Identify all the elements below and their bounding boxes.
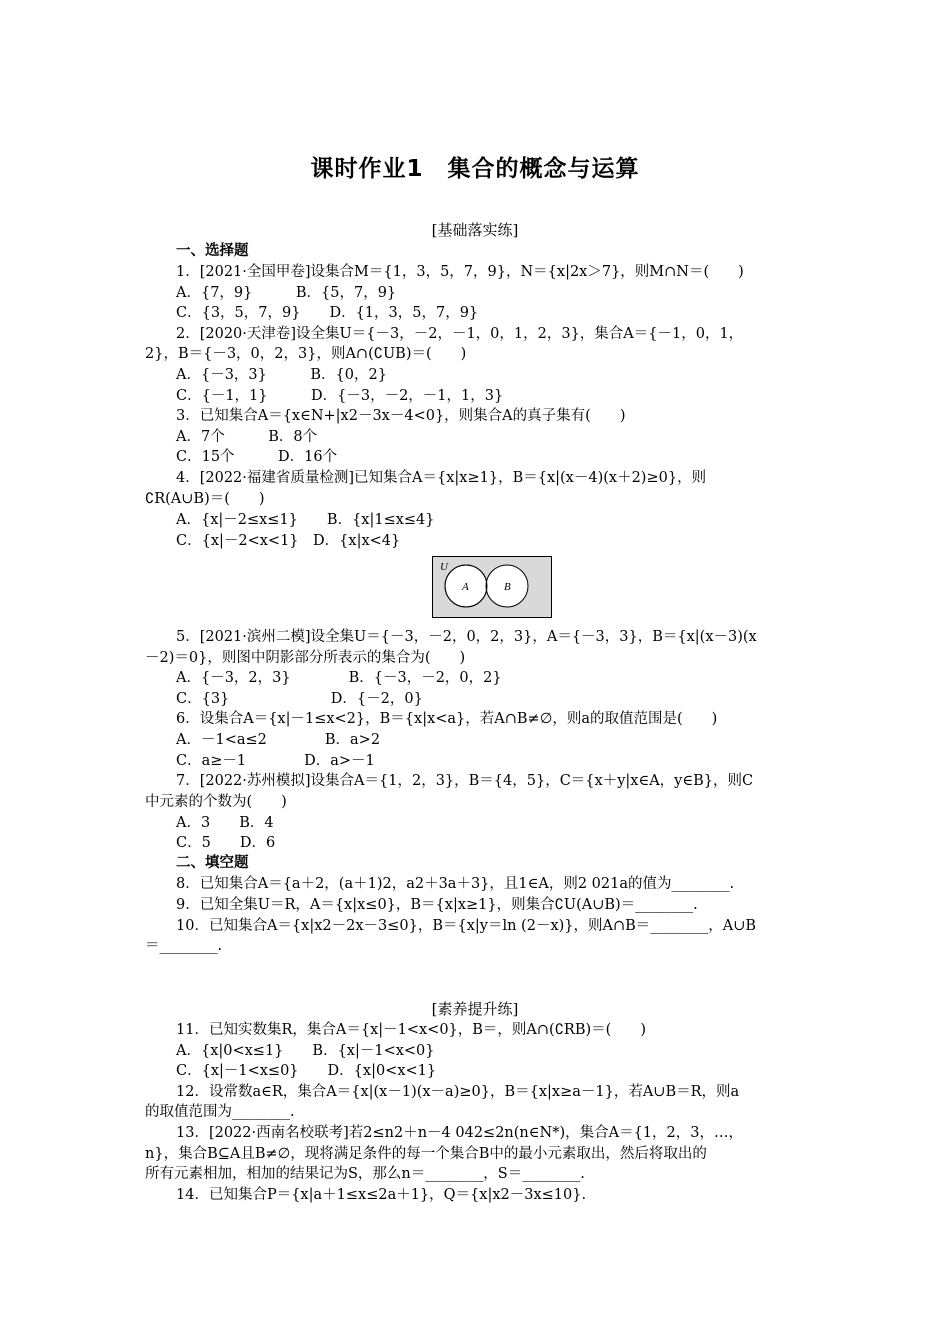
section-basic: [基础落实练] bbox=[431, 221, 519, 239]
part-fill: 二、填空题 bbox=[176, 855, 249, 871]
q7-options-ab: A．3 B．4 bbox=[176, 815, 274, 831]
q1-options-ab: A．{7，9} B．{5，7，9} bbox=[176, 285, 397, 301]
question-12: 12．设常数a∈R，集合A＝{x|(x－1)(x－a)≥0}，B＝{x|x≥a－1}，若A∪B＝R，则a bbox=[176, 1084, 740, 1100]
q4-options-cd: C．{x|－2<x<1} D．{x|x<4} bbox=[176, 533, 401, 549]
q11-options-ab: A．{x|0<x≤1} B．{x|－1<x<0} bbox=[176, 1043, 435, 1059]
q5-options-ab: A．{－3，2，3} B．{－3，－2，0，2} bbox=[176, 670, 502, 686]
question-1: 1．[2021·全国甲卷]设集合M＝{1，3，5，7，9}，N＝{x|2x＞7}，则M∩N＝( ) bbox=[176, 264, 744, 280]
question-10-cont: ＝________. bbox=[145, 938, 223, 954]
q2-options-cd: C．{－1，1} D．{－3，－2，－1，1，3} bbox=[176, 388, 504, 404]
question-5: 5．[2021·滨州二模]设全集U＝{－3，－2，0，2，3}，A＝{－3，3}，B＝{x|(x－3)(x bbox=[176, 629, 757, 645]
question-4: 4．[2022·福建省质量检测]已知集合A＝{x|x≥1}，B＝{x|(x－4)(x＋2)≥0}，则 bbox=[176, 470, 707, 486]
question-12-cont: 的取值范围为________. bbox=[145, 1104, 295, 1120]
q1-options-cd: C．{3，5，7，9} D．{1，3，5，7，9} bbox=[176, 305, 479, 321]
question-9: 9．已知全集U＝R，A＝{x|x≤0}，B＝{x|x≥1}，则集合∁U(A∪B)＝________. bbox=[176, 897, 698, 913]
question-14: 14．已知集合P＝{x|a＋1≤x≤2a＋1}，Q＝{x|x2－3x≤10}. bbox=[176, 1187, 587, 1203]
q6-options-ab: A．－1<a≤2 B．a>2 bbox=[176, 732, 381, 748]
q2-options-ab: A．{－3，3} B．{0，2} bbox=[176, 367, 387, 383]
question-5-cont: －2)＝0}，则图中阴影部分所表示的集合为( ) bbox=[145, 650, 466, 666]
question-13-cont-1: n}，集合B⊆A且B≠∅，现将满足条件的每一个集合B中的最小元素取出，然后将取出的 bbox=[145, 1146, 707, 1162]
question-7-cont: 中元素的个数为( ) bbox=[145, 794, 287, 810]
question-3: 3．已知集合A＝{x∈N+|x2－3x－4<0}，则集合A的真子集有( ) bbox=[176, 408, 626, 424]
question-7: 7．[2022·苏州模拟]设集合A＝{1，2，3}，B＝{4，5}，C＝{x＋y|x∈A，y∈B}，则C bbox=[176, 773, 754, 789]
question-13-cont-2: 所有元素相加，相加的结果记为S，那么n＝________，S＝________. bbox=[145, 1166, 585, 1182]
universe-label: U bbox=[440, 561, 448, 573]
page-title: 课时作业1 集合的概念与运算 bbox=[310, 156, 640, 182]
venn-diagram bbox=[432, 556, 552, 618]
q3-options-cd: C．15个 D．16个 bbox=[176, 449, 338, 465]
question-6: 6．设集合A＝{x|－1≤x<2}，B＝{x|x<a}，若A∩B≠∅，则a的取值范围是( ) bbox=[176, 711, 718, 727]
question-8: 8．已知集合A＝{a＋2，(a＋1)2，a2＋3a＋3}，且1∈A，则2 021a的值为________. bbox=[176, 876, 735, 892]
section-advanced: [素养提升练] bbox=[431, 1000, 519, 1018]
question-2: 2．[2020·天津卷]设全集U＝{－3，－2，－1，0，1，2，3}，集合A＝{－1，0，1， bbox=[176, 326, 744, 342]
set-a-label: A bbox=[462, 581, 469, 593]
q4-options-ab: A．{x|－2≤x≤1} B．{x|1≤x≤4} bbox=[176, 512, 435, 528]
question-2-cont: 2}，B＝{－3，0，2，3}，则A∩(∁UB)＝( ) bbox=[145, 346, 467, 362]
question-11: 11．已知实数集R，集合A＝{x|－1<x<0}，B＝，则A∩(∁RB)＝( ) bbox=[176, 1022, 646, 1038]
q7-options-cd: C．5 D．6 bbox=[176, 835, 276, 851]
set-b-label: B bbox=[504, 581, 511, 593]
q11-options-cd: C．{x|－1<x≤0} D．{x|0<x<1} bbox=[176, 1063, 437, 1079]
question-10: 10．已知集合A＝{x|x2－2x－3≤0}，B＝{x|y＝ln (2－x)}，则A∩B＝________，A∪B bbox=[176, 918, 757, 934]
question-13: 13．[2022·西南名校联考]若2≤n2＋n－4 042≤2n(n∈N*)，集合A＝{1，2，3，…， bbox=[176, 1125, 743, 1141]
q6-options-cd: C．a≥－1 D．a>－1 bbox=[176, 753, 375, 769]
q3-options-ab: A．7个 B．8个 bbox=[176, 429, 318, 445]
q5-options-cd: C．{3} D．{－2，0} bbox=[176, 691, 423, 707]
question-4-cont: ∁R(A∪B)＝( ) bbox=[145, 491, 265, 507]
part-choice: 一、选择题 bbox=[176, 243, 249, 259]
